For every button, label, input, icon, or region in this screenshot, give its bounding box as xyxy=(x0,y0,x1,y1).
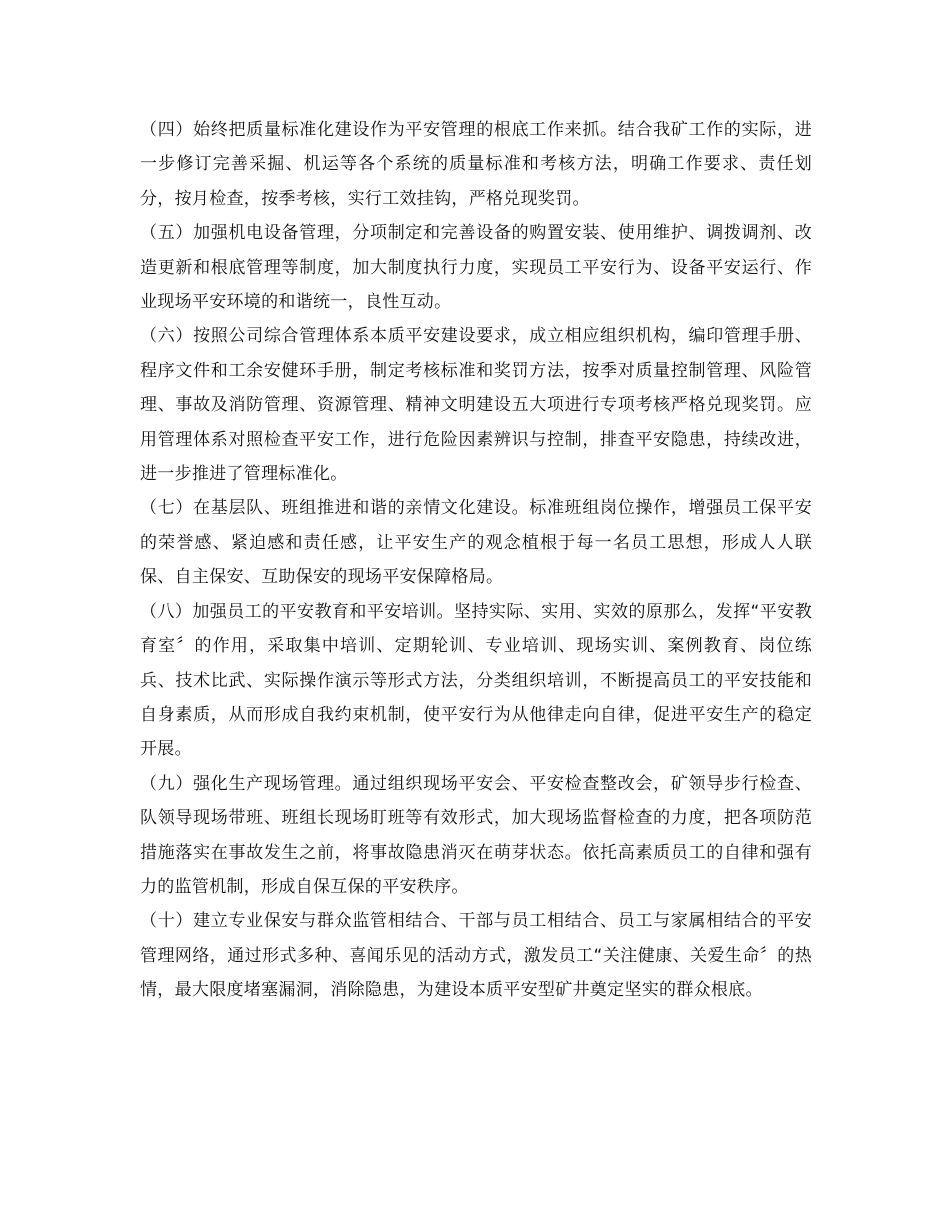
document-body xyxy=(140,113,812,1008)
paragraph-10: （十）建立专业保安与群众监管相结合、干部与员工相结合、员工与家属相结合的平安管理网络，通过形式多种、喜闻乐见的活动方式，激发员工“关注健康、关爱生命〞的热情，最大限度堵塞漏洞，消除隐患，为建设本质平安型矿井奠定坚实的群众根底。 xyxy=(140,911,812,1001)
paragraph-6: （六）按照公司综合管理体系本质平安建设要求，成立相应组织机构，编印管理手册、程序文件和工余安健环手册，制定考核标准和奖罚方法，按季对质量控制管理、风险管理、事故及消防管理、资源管理、精神文明建设五大项进行专项考核严格兑现奖罚。应用管理体系对照检查平安工作，进行危险因素辨识与控制，排查平安隐患，持续改进，进一步推进了管理标准化。 xyxy=(140,326,812,485)
paragraph-9: （九）强化生产现场管理。通过组织现场平安会、平安检查整改会，矿领导步行检查、队领导现场带班、班组长现场盯班等有效形式，加大现场监督检查的力度，把各项防范措施落实在事故发生之前，将事故隐患消灭在萌芽状态。依托高素质员工的自律和强有力的监管机制，形成自保互保的平安秩序。 xyxy=(140,773,812,897)
paragraph-5: （五）加强机电设备管理，分项制定和完善设备的购置安装、使用维护、调拨调剂、改造更新和根底管理等制度，加大制度执行力度，实现员工平安行为、设备平安运行、作业现场平安环境的和谐统一，良性互动。 xyxy=(140,223,812,313)
paragraph-8: （八）加强员工的平安教育和平安培训。坚持实际、实用、实效的原那么，发挥“平安教育室〞的作用，采取集中培训、定期轮训、专业培训、现场实训、案例教育、岗位练兵、技术比武、实际操作演示等形式方法，分类组织培训，不断提高员工的平安技能和自身素质，从而形成自我约束机制，使平安行为从他律走向自律，促进平安生产的稳定开展。 xyxy=(140,601,812,760)
paragraph-7: （七）在基层队、班组推进和谐的亲情文化建设。标准班组岗位操作，增强员工保平安的荣誉感、紧迫感和责任感，让平安生产的观念植根于每一名员工思想，形成人人联保、自主保安、互助保安的现场平安保障格局。 xyxy=(140,498,812,588)
paragraph-4: （四）始终把质量标准化建设作为平安管理的根底工作来抓。结合我矿工作的实际，进一步修订完善采掘、机运等各个系统的质量标准和考核方法，明确工作要求、责任划分，按月检查，按季考核，实行工效挂钩，严格兑现奖罚。 xyxy=(140,120,812,209)
